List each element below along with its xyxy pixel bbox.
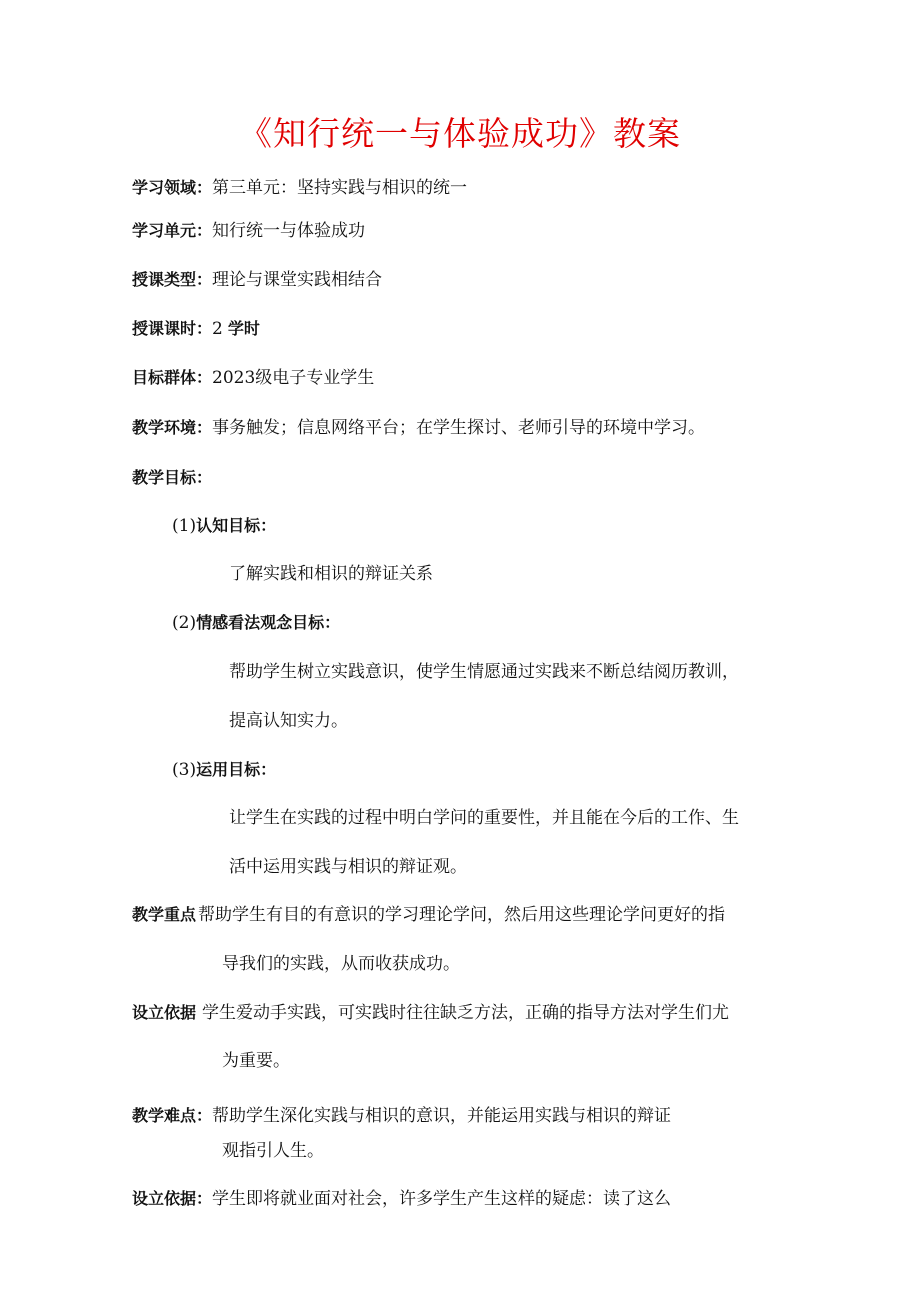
- field-label: 授课课时：: [132, 319, 213, 338]
- field-label: 教学环境：: [132, 418, 213, 437]
- goal-number: (2): [172, 613, 197, 633]
- goal-emotional-text-line-1: 帮助学生树立实践意识，使学生情愿通过实践来不断总结阅历教训，: [229, 662, 739, 682]
- field-value: 2023级电子专业学生: [212, 368, 375, 388]
- field-value: 知行统一与体验成功: [212, 221, 366, 241]
- goal-emotional-heading: [172, 611, 340, 635]
- field-value-line-1: 帮助学生有目的有意识的学习理论学问，然后用这些理论学问更好的指: [198, 905, 726, 925]
- goal-cognitive-text: 了解实践和相识的辩证关系: [229, 564, 433, 584]
- basis-for-focus-line-2: 为重要。: [222, 1051, 290, 1071]
- field-label: 授课类型：: [132, 270, 213, 289]
- field-target-group: [132, 366, 374, 390]
- goal-emotional-text-line-2: 提高认知实力。: [229, 711, 348, 731]
- field-learning-domain: [132, 176, 467, 200]
- field-label: 教学目标：: [132, 468, 213, 487]
- field-label: 目标群体：: [132, 368, 213, 387]
- field-lesson-type: [132, 268, 382, 292]
- field-value-unit: 学时: [227, 319, 260, 338]
- field-value-line-1: 帮助学生深化实践与相识的意识，并能运用实践与相识的辩证: [212, 1106, 672, 1126]
- goal-cognitive-heading: [172, 514, 276, 538]
- field-lesson-hours: [132, 317, 260, 341]
- field-value: 理论与课堂实践相结合: [212, 270, 383, 290]
- field-label: 设立依据：: [132, 1189, 213, 1208]
- field-value-line-1: 学生爱动手实践，可实践时往往缺乏方法，正确的指导方法对学生们尤: [202, 1003, 730, 1023]
- goal-label: 认知目标：: [196, 516, 277, 535]
- field-value: 第三单元：坚持实践与相识的统一: [212, 178, 468, 198]
- teaching-focus-line-2: 导我们的实践，从而收获成功。: [222, 954, 460, 974]
- field-label: 设立依据: [132, 1003, 197, 1022]
- teaching-difficulty: [132, 1104, 671, 1128]
- basis-for-focus: [132, 1001, 729, 1025]
- goal-application-heading: [172, 758, 276, 782]
- field-value-line-1: 学生即将就业面对社会，许多学生产生这样的疑虑：读了这么: [212, 1189, 672, 1209]
- basis-for-difficulty: [132, 1187, 671, 1211]
- goal-number: (3): [172, 760, 197, 780]
- goal-label: 情感看法观念目标：: [196, 613, 341, 632]
- goal-number: (1): [172, 516, 197, 536]
- field-label: 教学重点: [132, 905, 197, 924]
- field-teaching-goals: [132, 466, 212, 490]
- field-label: 教学难点：: [132, 1106, 213, 1125]
- goal-application-text-line-1: 让学生在实践的过程中明白学问的重要性，并且能在今后的工作、生: [229, 808, 739, 828]
- field-value: 事务触发；信息网络平台；在学生探讨、老师引导的环境中学习。: [212, 418, 706, 438]
- field-teaching-environment: [132, 416, 705, 440]
- teaching-difficulty-line-2: 观指引人生。: [222, 1141, 324, 1161]
- field-label: 学习单元：: [132, 221, 213, 240]
- field-label: 学习领域：: [132, 178, 213, 197]
- teaching-focus: [132, 903, 725, 927]
- field-value-number: 2: [212, 319, 223, 339]
- field-learning-unit: [132, 219, 365, 243]
- goal-application-text-line-2: 活中运用实践与相识的辩证观。: [229, 857, 467, 877]
- goal-label: 运用目标：: [196, 760, 277, 779]
- document-title: 《知行统一与体验成功》教案: [239, 114, 681, 153]
